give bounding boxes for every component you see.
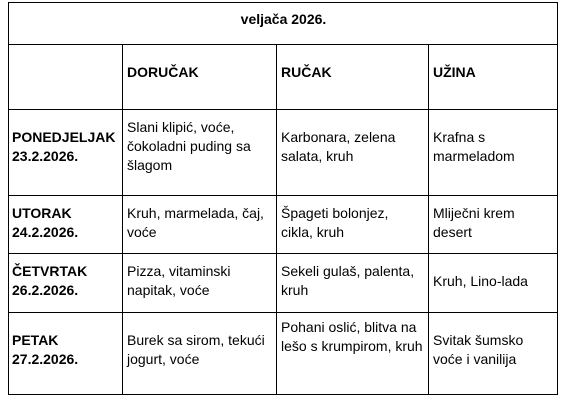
day-name: UTORAK — [12, 205, 72, 221]
grid-line — [8, 2, 558, 3]
snack-cell: Kruh, Lino-lada — [433, 273, 528, 289]
breakfast-cell: Burek sa sirom, tekući jogurt, voće — [127, 332, 265, 367]
grid-line — [8, 44, 558, 45]
column-header-lunch: RUČAK — [281, 64, 332, 80]
day-date: 24.2.2026. — [12, 224, 79, 240]
day-date: 27.2.2026. — [12, 351, 79, 367]
day-label — [12, 204, 120, 242]
grid-line — [8, 109, 558, 110]
column-header-snack: UŽINA — [433, 64, 476, 80]
grid-line — [8, 2, 9, 394]
breakfast-cell: Kruh, marmelada, čaj, voće — [127, 205, 264, 240]
day-date: 26.2.2026. — [12, 282, 79, 298]
day-name: PONEDJELJAK — [12, 129, 116, 145]
column-header-breakfast: DORUČAK — [127, 64, 199, 80]
grid-line — [8, 394, 558, 395]
day-label — [12, 262, 120, 300]
snack-cell: Mliječni krem desert — [433, 205, 515, 240]
lunch-cell: Pohani oslić, blitva na lešo s krumpirom, kruh — [281, 319, 423, 354]
lunch-cell: Špageti bolonjez, cikla, kruh — [281, 205, 389, 240]
day-date: 23.2.2026. — [12, 148, 79, 164]
day-label — [12, 331, 120, 369]
breakfast-cell: Pizza, vitaminski napitak, voće — [127, 263, 231, 298]
snack-cell: Svitak šumsko voće i vanilija — [433, 332, 524, 367]
snack-cell: Krafna s marmeladom — [433, 129, 515, 164]
grid-line — [276, 44, 277, 394]
grid-line — [428, 44, 429, 394]
lunch-cell: Sekeli gulaš, palenta, kruh — [281, 263, 415, 298]
day-name: PETAK — [12, 332, 59, 348]
grid-line — [8, 253, 558, 254]
grid-line — [8, 312, 558, 313]
table-title: veljača 2026. — [240, 11, 327, 27]
grid-line — [122, 44, 123, 394]
grid-line — [557, 2, 558, 394]
day-name: ČETVRTAK — [12, 263, 88, 279]
lunch-cell: Karbonara, zelena salata, kruh — [281, 129, 396, 164]
breakfast-cell: Slani klipić, voće, čokoladni puding sa šlagom — [127, 119, 251, 173]
day-label — [12, 128, 120, 166]
grid-line — [8, 195, 558, 196]
